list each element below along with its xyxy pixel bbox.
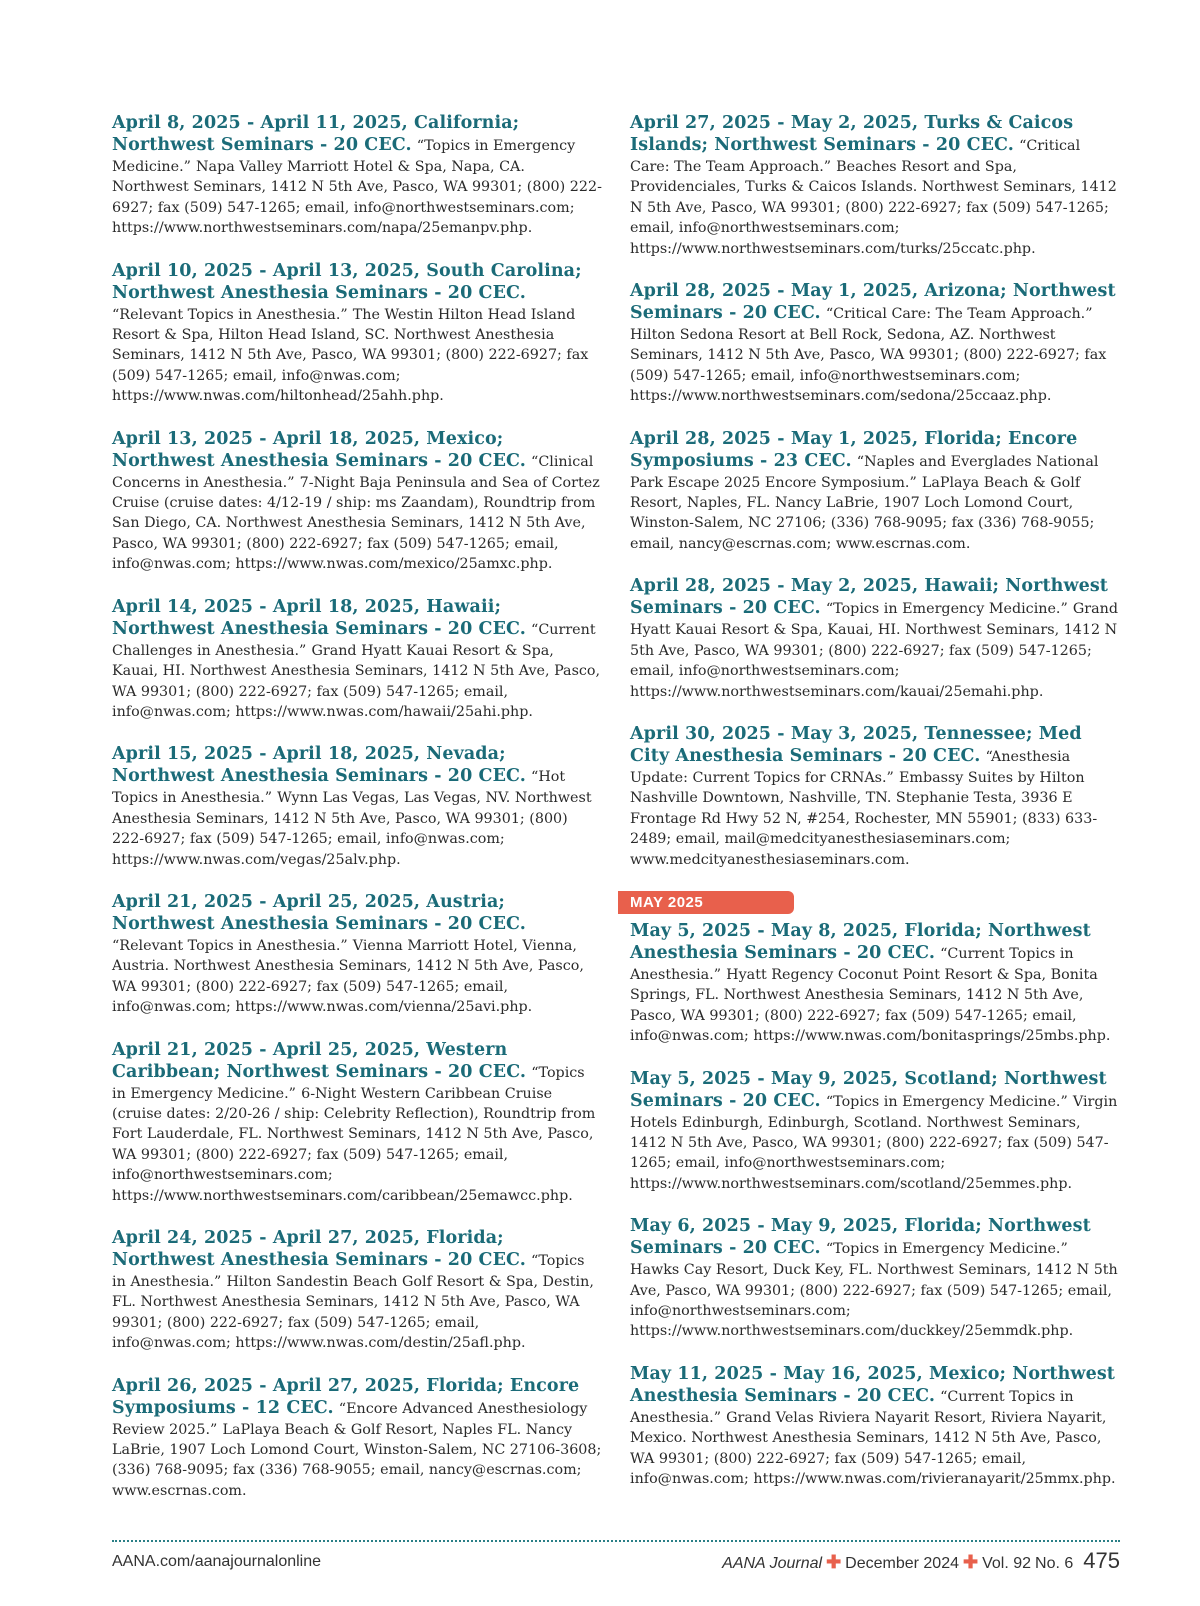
right-column — [630, 112, 1120, 1510]
event-heading: April 28, 2025 - May 2, 2025, Hawaii; Northwest Seminars - 20 CEC. — [630, 576, 1108, 619]
event-title: “Anesthesia Update: Current Topics for CRNAs.” — [630, 748, 1071, 786]
event-listing — [630, 723, 1120, 869]
event-heading: April 30, 2025 - May 3, 2025, Tennessee; Med City Anesthesia Seminars - 20 CEC. — [630, 723, 1082, 766]
event-heading: April 13, 2025 - April 18, 2025, Mexico; Northwest Anesthesia Seminars - 20 CEC. — [112, 428, 526, 471]
event-listing — [630, 1215, 1120, 1341]
event-title: “Clinical Concerns in Anesthesia.” — [112, 453, 594, 491]
event-title: “Hot Topics in Anesthesia.” — [112, 769, 566, 807]
event-heading: April 15, 2025 - April 18, 2025, Nevada; Northwest Anesthesia Seminars - 20 CEC. — [112, 744, 526, 787]
event-details: LaPlaya Beach & Golf Resort, Naples, FL. Nancy LaBrie, 1907 Loch Lomond Court, Winston-Salem, NC 27106; (336) 768-9095; fax (336) 768-9055; email, nancy@escrnas.com; www.escrnas.com. — [630, 474, 1095, 552]
event-listing — [112, 428, 602, 574]
event-title: “Topics in Emergency Medicine.” — [825, 1093, 1068, 1110]
event-title: “Relevant Topics in Anesthesia.” — [112, 306, 348, 323]
event-heading: April 14, 2025 - April 18, 2025, Hawaii; Northwest Anesthesia Seminars - 20 CEC. — [112, 596, 526, 639]
event-details: Hilton Sedona Resort at Bell Rock, Sedona, AZ. Northwest Seminars, 1412 N 5th Ave, Pasco, WA 99301; (800) 222-6927; fax (509) 547-1265; email, info@northwestseminars.com; https://www.northwestseminars.com/sedona/25ccaaz.php. — [630, 327, 1107, 405]
event-details: Grand Velas Riviera Nayarit Resort, Riviera Nayarit, Mexico. Northwest Anesthesia Seminars, 1412 N 5th Ave, Pasco, WA 99301; (800) 222-6927; fax (509) 547-1265; email, info@nwas.com; https://www.nwas.com/rivieranayarit/25mmx.php. — [630, 1409, 1116, 1488]
page-number: 475 — [1083, 1548, 1120, 1573]
event-details: Hyatt Regency Coconut Point Resort & Spa, Bonita Springs, FL. Northwest Anesthesia Seminars, 1412 N 5th Ave, Pasco, WA 99301; (800) 222-6927; fax (509) 547-1265; email, info@nwas.com; https://www.nwas.com/bonitasprings/25mbs.php. — [630, 966, 1111, 1045]
event-heading: April 24, 2025 - April 27, 2025, Florida; Northwest Anesthesia Seminars - 20 CEC. — [112, 1228, 526, 1270]
issue-number: No. 6 — [1035, 1555, 1074, 1572]
event-listing — [112, 112, 602, 238]
event-heading: April 8, 2025 - April 11, 2025, California; Northwest Seminars - 20 CEC. — [112, 113, 520, 155]
event-listing — [112, 596, 602, 722]
event-listing — [112, 743, 602, 869]
volume: Vol. 92 — [982, 1555, 1032, 1572]
footer-journal-info — [722, 1548, 1120, 1574]
event-listing — [112, 1375, 602, 1501]
cross-icon: ✚ — [826, 1552, 842, 1572]
event-heading: April 21, 2025 - April 25, 2025, Western Caribbean; Northwest Seminars - 20 CEC. — [112, 1039, 527, 1082]
event-details: Virgin Hotels Edinburgh, Edinburgh, Scotland. Northwest Seminars, 1412 N 5th Ave, Pasco, WA 99301; (800) 222-6927; fax (509) 547-1265; email, info@northwestseminars.com; https://www.northwestseminars.com/scotland/25emmes.php. — [630, 1093, 1118, 1192]
event-heading: April 21, 2025 - April 25, 2025, Austria; Northwest Anesthesia Seminars - 20 CEC. — [112, 891, 526, 934]
issue-date: December 2024 — [845, 1555, 959, 1572]
event-listing — [630, 1068, 1120, 1194]
event-listing — [630, 920, 1120, 1046]
event-details: The Westin Hilton Head Island Resort & Spa, Hilton Head Island, SC. Northwest Anesthesia Seminars, 1412 N 5th Ave, Pasco, WA 99301; (800) 222-6927; fax (509) 547-1265; email, info@nwas.com; https://www.nwas.com/hiltonhead/25ahh.php. — [112, 306, 589, 405]
event-details: 6-Night Western Caribbean Cruise (cruise dates: 2/20-26 / ship: Celebrity Reflection), Roundtrip from Fort Lauderdale, FL. Northwest Seminars, 1412 N 5th Ave, Pasco, WA 99301; (800) 222-6927; fax (509) 547-1265; email, info@northwestseminars.com; https://www.northwestseminars.com/caribbean/25emawcc.php. — [112, 1085, 596, 1204]
event-heading: May 5, 2025 - May 9, 2025, Scotland; Northwest Seminars - 20 CEC. — [630, 1068, 1107, 1111]
journal-name: AANA Journal — [722, 1555, 823, 1572]
event-title: “Topics in Anesthesia.” — [112, 1253, 585, 1290]
event-heading: April 10, 2025 - April 13, 2025, South Carolina; Northwest Anesthesia Seminars - 20 CEC. — [112, 260, 582, 303]
event-title: “Current Topics in Anesthesia.” — [630, 945, 1074, 983]
event-details: LaPlaya Beach & Golf Resort, Naples FL. Nancy LaBrie, 1907 Loch Lomond Court, Winston-Salem, NC 27106-3608; (336) 768-9095; fax (336) 768-9055; email, nancy@escrnas.com; www.escrnas.com. — [112, 1421, 602, 1499]
event-listing — [630, 1363, 1120, 1489]
event-details: Napa Valley Marriott Hotel & Spa, Napa, CA. Northwest Seminars, 1412 N 5th Ave, Pasco, WA 99301; (800) 222-6927; fax (509) 547-1265; email, info@northwestseminars.com; https://www.northwestseminars.com/napa/25emanpv.php. — [112, 159, 602, 237]
left-column — [112, 112, 602, 1522]
event-listing — [112, 891, 602, 1017]
event-details: Hilton Sandestin Beach Golf Resort & Spa, Destin, FL. Northwest Anesthesia Seminars, 1412 N 5th Ave, Pasco, WA 99301; (800) 222-6927; fax (509) 547-1265; email, info@nwas.com; https://www.nwas.com/destin/25afl.php. — [112, 1274, 594, 1352]
month-badge: MAY 2025 — [618, 891, 794, 914]
event-details: Grand Hyatt Kauai Resort & Spa, Kauai, HI. Northwest Anesthesia Seminars, 1412 N 5th Ave, Pasco, WA 99301; (800) 222-6927; fax (509) 547-1265; email, info@nwas.com; https://www.nwas.com/hawaii/25ahi.php. — [112, 642, 601, 720]
event-listing — [630, 575, 1120, 701]
event-listing — [630, 428, 1120, 554]
event-details: Wynn Las Vegas, Las Vegas, NV. Northwest Anesthesia Seminars, 1412 N 5th Ave, Pasco, WA 99301; (800) 222-6927; fax (509) 547-1265; email, info@nwas.com; https://www.nwas.com/vegas/25alv.php. — [112, 790, 592, 868]
event-listing — [112, 1039, 602, 1205]
event-details: 7-Night Baja Peninsula and Sea of Cortez Cruise (cruise dates: 4/12-19 / ship: ms Zaandam), Roundtrip from San Diego, CA. Northwest Anesthesia Seminars, 1412 N 5th Ave, Pasco, WA 99301; (800) 222-6927; fax (509) 547-1265; email, info@nwas.com; https://www.nwas.com/mexico/25amxc.php. — [112, 474, 600, 573]
event-title: “Topics in Emergency Medicine.” — [112, 1064, 585, 1102]
event-listing — [630, 112, 1120, 258]
event-heading: April 28, 2025 - May 1, 2025, Florida; Encore Symposiums - 23 CEC. — [630, 428, 1078, 471]
event-title: “Current Challenges in Anesthesia.” — [112, 621, 596, 659]
event-title: “Current Topics in Anesthesia.” — [630, 1388, 1074, 1426]
event-listing — [630, 280, 1120, 406]
event-heading: May 11, 2025 - May 16, 2025, Mexico; Northwest Anesthesia Seminars - 20 CEC. — [630, 1363, 1115, 1406]
event-listing — [112, 260, 602, 406]
event-title: “Critical Care: The Team Approach.” — [630, 138, 1081, 175]
footer-website: AANA.com/aanajournalonline — [112, 1553, 322, 1570]
event-heading: May 5, 2025 - May 8, 2025, Florida; Northwest Anesthesia Seminars - 20 CEC. — [630, 920, 1091, 963]
event-title: “Encore Advanced Anesthesiology Review 2025.” — [112, 1400, 588, 1438]
event-heading: May 6, 2025 - May 9, 2025, Florida; Northwest Seminars - 20 CEC. — [630, 1216, 1091, 1259]
event-title: “Critical Care: The Team Approach.” — [825, 306, 1093, 323]
event-details: Hawks Cay Resort, Duck Key, FL. Northwest Seminars, 1412 N 5th Ave, Pasco, WA 99301; (800) 222-6927; fax (509) 547-1265; email, info@northwestseminars.com; https://www.northwestseminars.com/duckkey/25emmdk.php. — [630, 1262, 1118, 1340]
cross-icon: ✚ — [963, 1552, 979, 1572]
event-heading: April 28, 2025 - May 1, 2025, Arizona; Northwest Seminars - 20 CEC. — [630, 281, 1116, 324]
event-title: “Topics in Emergency Medicine.” — [825, 1241, 1068, 1258]
event-details: Vienna Marriott Hotel, Vienna, Austria. Northwest Anesthesia Seminars, 1412 N 5th Ave, Pasco, WA 99301; (800) 222-6927; fax (509) 547-1265; email, info@nwas.com; https://www.nwas.com/vienna/25avi.php. — [112, 937, 584, 1016]
event-title: “Topics in Emergency Medicine.” — [825, 601, 1068, 618]
event-title: “Naples and Everglades National Park Escape 2025 Encore Symposium.” — [630, 453, 1099, 491]
event-heading: April 26, 2025 - April 27, 2025, Florida; Encore Symposiums - 12 CEC. — [112, 1375, 580, 1418]
footer-divider — [112, 1540, 1120, 1542]
event-listing — [112, 1227, 602, 1353]
event-details: Beaches Resort and Spa, Providenciales, Turks & Caicos Islands. Northwest Seminars, 1412 N 5th Ave, Pasco, WA 99301; (800) 222-6927; fax (509) 547-1265; email, info@northwestseminars.com; https://www.northwestseminars.com/turks/25ccatc.php. — [630, 159, 1117, 257]
event-details: Embassy Suites by Hilton Nashville Downtown, Nashville, TN. Stephanie Testa, 3936 E Frontage Rd Hwy 52 N, #254, Rochester, MN 55901; (833) 633-2489; email, mail@medcityanesthesiaseminars.com; www.medcityanesthesiaseminars.com. — [630, 769, 1098, 868]
event-heading: April 27, 2025 - May 2, 2025, Turks & Caicos Islands; Northwest Seminars - 20 CEC. — [630, 113, 1074, 155]
event-details: Grand Hyatt Kauai Resort & Spa, Kauai, HI. Northwest Seminars, 1412 N 5th Ave, Pasco, WA 99301; (800) 222-6927; fax (509) 547-1265; email, info@northwestseminars.com; https://www.northwestseminars.com/kauai/25emahi.php. — [630, 601, 1119, 700]
event-title: “Relevant Topics in Anesthesia.” — [112, 937, 348, 954]
event-title: “Topics in Emergency Medicine.” — [112, 138, 576, 175]
